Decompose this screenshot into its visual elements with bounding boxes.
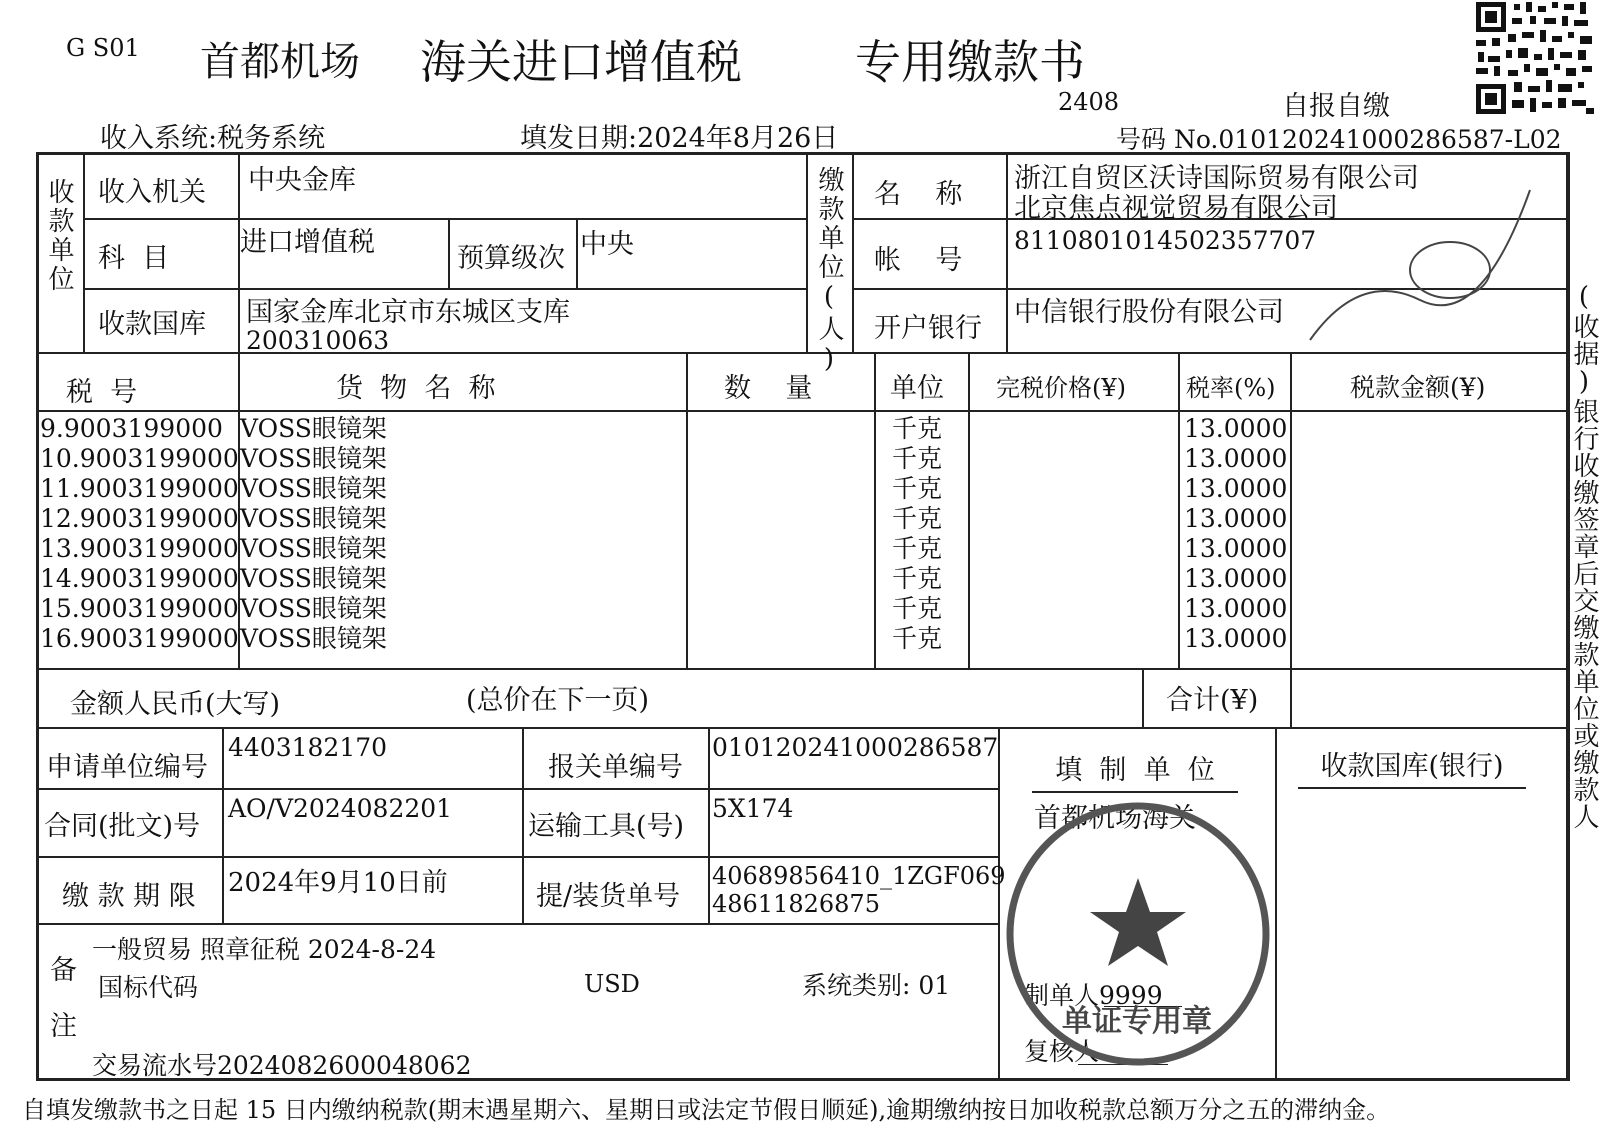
payer-name-2: 北京焦点视觉贸易有限公司: [1014, 193, 1338, 224]
amount-note: (总价在下一页): [466, 685, 650, 716]
total-label: 合计(¥): [1166, 685, 1259, 716]
rate-cell: 13.0000: [1184, 474, 1288, 503]
issue-date: 填发日期:2024年8月26日: [520, 123, 839, 154]
table-row: 13.9003199000: [40, 534, 239, 563]
unit-cell: 千克: [892, 624, 943, 653]
goods-cell: VOSS眼镜架: [240, 444, 387, 473]
bill-value-2: 48611826875: [712, 890, 880, 918]
subject-value: 进口增值税: [240, 227, 375, 258]
treasury-bank-label: 收款国库(银行): [1298, 744, 1526, 789]
remarks-label-2: 注: [50, 1011, 77, 1042]
table-row: 14.9003199000: [40, 564, 239, 593]
unit-cell: 千克: [892, 564, 943, 593]
unit-cell: 千克: [892, 414, 943, 443]
seal-subtext: 单证专用章: [1062, 1004, 1212, 1039]
payer-name-1: 浙江自贸区沃诗国际贸易有限公司: [1014, 163, 1419, 194]
bill-label: 提/装货单号: [536, 881, 681, 912]
payer-side-label: 缴款单位(人): [814, 166, 844, 377]
contract-value: AO/V2024082201: [228, 794, 453, 823]
rate-cell: 13.0000: [1184, 564, 1288, 593]
remarks-label-1: 备: [50, 955, 77, 986]
table-row: 16.9003199000: [40, 624, 239, 653]
col-duty-price: 完税价格(¥): [996, 374, 1126, 402]
remarks-serial: 交易流水号2024082600048062: [92, 1051, 472, 1080]
col-tax-amount: 税款金额(¥): [1350, 373, 1486, 402]
table-row: 11.9003199000: [40, 474, 239, 503]
account-label: 帐 号: [874, 245, 963, 276]
col-tax-rate: 税率(%): [1186, 374, 1276, 402]
form-code: G S01: [66, 34, 140, 62]
goods-cell: VOSS眼镜架: [240, 414, 387, 443]
goods-cell: VOSS眼镜架: [240, 474, 387, 503]
agency-value: 中央金库: [248, 165, 356, 196]
table-row: 10.9003199000: [40, 444, 239, 473]
rate-cell: 13.0000: [1184, 444, 1288, 473]
bank-value: 中信银行股份有限公司: [1014, 297, 1284, 328]
col-tax-no: 税 号: [66, 377, 138, 408]
budget-label: 预算级次: [457, 243, 565, 274]
col-quantity: 数 量: [724, 373, 813, 404]
treasury-value: 国家金库北京市东城区支库: [246, 297, 570, 328]
applicant-label: 申请单位编号: [46, 752, 208, 783]
reviewer: 复核人: [1024, 1037, 1100, 1066]
subject-label: 科 目: [98, 243, 170, 274]
rate-cell: 13.0000: [1184, 534, 1288, 563]
unit-cell: 千克: [892, 534, 943, 563]
remarks-code-label: 国标代码: [98, 973, 199, 1002]
rate-cell: 13.0000: [1184, 594, 1288, 623]
filler-value: 首都机场海关: [1034, 803, 1196, 834]
table-row: 15.9003199000: [40, 594, 239, 623]
declaration-label: 报关单编号: [548, 752, 683, 783]
bank-label: 开户银行: [874, 313, 982, 344]
col-goods-name: 货 物 名 称: [336, 373, 496, 404]
official-seal: [1004, 800, 1272, 1068]
table-row: 9.9003199000: [40, 414, 223, 443]
remarks-line-1: 一般贸易 照章征税 2024-8-24: [92, 935, 437, 964]
deadline-value: 2024年9月10日前: [228, 868, 448, 898]
goods-cell: VOSS眼镜架: [240, 564, 387, 593]
bill-value-1: 40689856410_1ZGF069: [712, 862, 1006, 890]
treasury-code: 200310063: [246, 326, 390, 355]
org-name: 首都机场: [200, 39, 360, 85]
transport-label: 运输工具(号): [528, 811, 685, 842]
rate-column: [1184, 414, 1287, 654]
rate-cell: 13.0000: [1184, 624, 1288, 653]
collector-side-label: 收款单位: [44, 178, 74, 294]
table-row: 12.9003199000: [40, 504, 239, 533]
goods-cell: VOSS眼镜架: [240, 504, 387, 533]
rate-cell: 13.0000: [1184, 414, 1288, 443]
amount-words-label: 金额人民币(大写): [70, 689, 281, 720]
goods-cell: VOSS眼镜架: [240, 594, 387, 623]
transport-value: 5X174: [712, 794, 794, 823]
tax-no-column: [40, 414, 239, 654]
qr-code: [1474, 0, 1596, 116]
budget-value: 中央: [580, 229, 634, 260]
goods-cell: VOSS眼镜架: [240, 534, 387, 563]
col-unit: 单位: [890, 373, 944, 404]
filler-label: 填 制 单 位: [1032, 748, 1238, 793]
remarks-system-type: 系统类别: 01: [802, 971, 951, 1000]
contract-label: 合同(批文)号: [44, 811, 201, 842]
account-value: 8110801014502357707: [1014, 226, 1317, 255]
income-system: 收入系统:税务系统: [100, 123, 326, 154]
title-part-1: 海关进口增值税: [420, 35, 742, 89]
payer-name-label: 名 称: [874, 179, 963, 210]
payment-mode: 自报自缴: [1282, 91, 1390, 122]
declaration-value: 010120241000286587: [712, 733, 999, 762]
footer-note: 自填发缴款书之日起 15 日内缴纳税款(期末遇星期六、星期日或法定节假日顺延),逾期缴纳按日加收税款总额万分之五的滞纳金。: [22, 1096, 1391, 1124]
unit-column: [892, 414, 942, 654]
applicant-value: 4403182170: [228, 733, 388, 762]
serial-year-month: 2408: [1058, 88, 1120, 116]
remarks-currency: USD: [584, 970, 640, 998]
unit-cell: 千克: [892, 504, 943, 533]
title-part-2: 专用缴款书: [855, 35, 1085, 89]
unit-cell: 千克: [892, 444, 943, 473]
right-border: [1566, 152, 1568, 1081]
receipt-side-note: (收据)银行收缴签章后交缴款单位或缴款人: [1569, 282, 1599, 830]
maker: 制单人9999: [1024, 981, 1163, 1010]
agency-label: 收入机关: [98, 177, 206, 208]
deadline-label: 缴 款 期 限: [62, 881, 196, 912]
unit-cell: 千克: [892, 474, 943, 503]
document-number: 号码 No.010120241000286587-L02: [1116, 125, 1562, 154]
treasury-label: 收款国库: [98, 309, 206, 340]
unit-cell: 千克: [892, 594, 943, 623]
rate-cell: 13.0000: [1184, 504, 1288, 533]
goods-cell: VOSS眼镜架: [240, 624, 387, 653]
goods-column: [240, 414, 387, 654]
